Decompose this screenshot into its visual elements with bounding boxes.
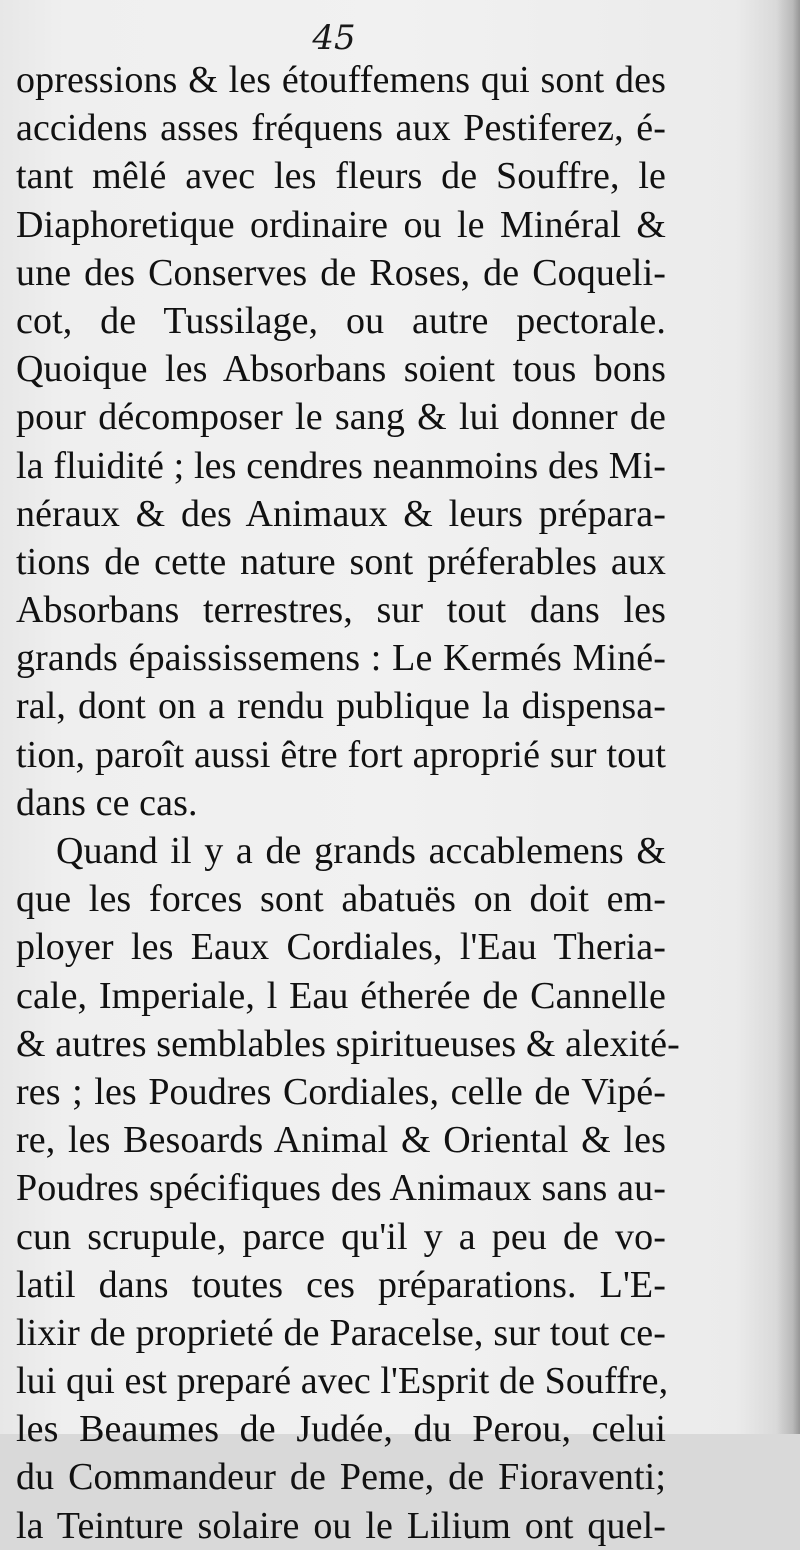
text-line: Poudres spécifiques des Animaux sans au- [16,1167,666,1210]
text-line: & autres semblables spiritueuses & alexité- [16,1022,680,1065]
text-line: grands épaississemens : Le Kermés Miné- [16,637,666,680]
text-line: lixir de proprieté de Paracelse, sur tout ce- [16,1311,666,1354]
text-line: cale, Imperiale, l Eau étherée de Cannelle [16,974,666,1017]
text-line: ployer les Eaux Cordiales, l'Eau Theria- [16,926,666,969]
text-line: cun scrupule, parce qu'il y a peu de vo- [16,1215,666,1258]
text-line: la fluidité ; les cendres neanmoins des Mi- [16,444,666,487]
text-line: ral, dont on a rendu publique la dispensa- [16,685,666,728]
text-line: tant mêlé avec les fleurs de Souffre, le [16,155,666,198]
text-line: une des Conserves de Roses, de Coqueli- [16,251,666,294]
text-line: tions de cette nature sont préferables aux [16,540,666,583]
paragraph-start-line: Quand il y a de grands accablemens & [56,830,666,872]
text-line: du Commandeur de Peme, de Fioraventi; [16,1456,666,1499]
text-line: re, les Besoards Animal & Oriental & les [16,1119,666,1162]
text-line: tion, paroît aussi être fort aproprié sur tout [16,733,666,776]
body-text [16,56,680,1550]
text-line: opressions & les étouffemens qui sont des [16,59,666,101]
paragraph-end-line: dans ce cas. [16,781,198,824]
text-line: latil dans toutes ces préparations. L'E- [16,1263,666,1306]
text-line: Absorbans terrestres, sur tout dans les [16,589,666,632]
text-line: res ; les Poudres Cordiales, celle de Vipé- [16,1070,666,1113]
text-line: la Teinture solaire ou le Lilium ont quel- [16,1504,666,1547]
text-line: lui qui est preparé avec l'Esprit de Souffre, [16,1360,669,1403]
text-line: néraux & des Animaux & leurs prépara- [16,492,666,535]
text-line: que les forces sont abatuës on doit em- [16,878,666,921]
text-line: cot, de Tussilage, ou autre pectorale. [16,299,666,342]
text-line: les Beaumes de Judée, du Perou, celui [16,1408,666,1451]
text-line: Quoique les Absorbans soient tous bons [16,348,666,391]
text-line: accidens asses fréquens aux Pestiferez, é- [16,107,666,150]
text-line: pour décomposer le sang & lui donner de [16,396,666,439]
text-line: Diaphoretique ordinaire ou le Minéral & [16,203,666,246]
page-number: 45 [312,18,356,58]
